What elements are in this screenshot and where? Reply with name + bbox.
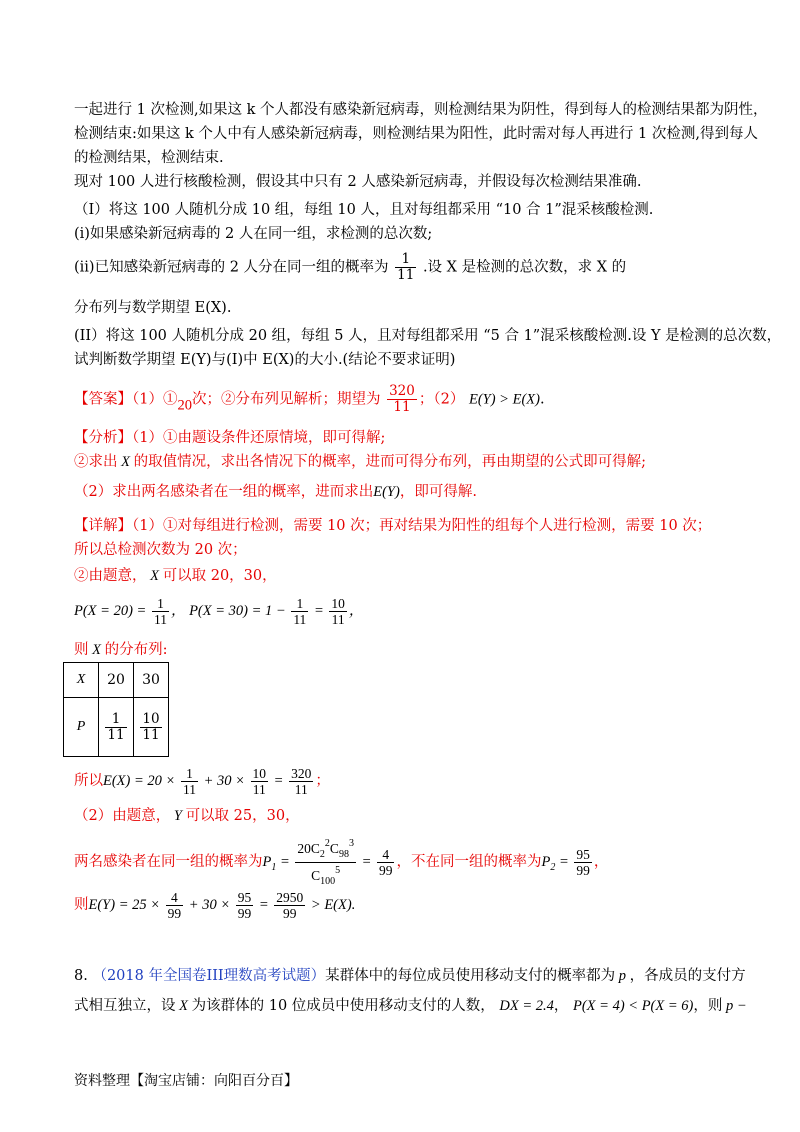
answer-part-1: （1）① [132, 391, 178, 408]
detail-text-3b: 可以取 20，30， [162, 568, 277, 584]
intro-line-4: 现对 100 人进行核酸检测，假设其中只有 2 人感染新冠病毒，并假设每次检测结果准确. [74, 174, 642, 190]
probability-line: P(X = 20) = $\frac{1}{11}$ ， P(X = 30) = 1 − $\frac{1}{11}$ = $\frac{10}{11}$ ， [74, 596, 364, 627]
question-8-line-1: 8. （2018 年全国卷III理数高考试题）某群体中的每位成员使用移动支付的概率都为 p ，各成员的支付方 [74, 968, 746, 984]
question-source: （2018 年全国卷III理数高考试题） [92, 968, 326, 984]
intro-line-7 [74, 252, 626, 283]
fraction-numerator: 1 [401, 251, 411, 267]
question-text-2a: 式相互独立，设 [74, 998, 176, 1014]
fraction-1-11 [395, 252, 416, 283]
fraction-10-11: $\frac{10}{11}$ [331, 596, 345, 627]
detail-label: 【详解】 [74, 518, 132, 534]
fraction-denominator: 11 [387, 399, 417, 415]
detail-line-5: 则 X 的分布列: [74, 642, 168, 658]
detail-text-5b: 的分布列: [104, 642, 168, 658]
intro-line-7b: .设 X 是检测的总次数，求 X 的 [422, 259, 627, 276]
detail-line-3: ②由题意， X 可以取 20，30， [74, 568, 277, 584]
detail-text-8a: 两名感染者在同一组的概率为 [74, 853, 263, 870]
intro-line-8: 分布列与数学期望 E(X). [74, 300, 232, 316]
intro-line-3: 的检测结果，检测结束. [74, 150, 224, 166]
analysis-line-3: （2）求出两名感染者在一组的概率，进而求出E(Y)，即可得解. [74, 484, 477, 500]
detail-text-5a: 则 [74, 642, 89, 658]
detail-text-8b: ，不在同一组的概率为 [396, 853, 542, 870]
detail-text-7a: （2）由题意， [74, 808, 171, 824]
table-cell: $\frac{10}{11}$ [134, 698, 169, 757]
table-cell: X [64, 663, 99, 698]
question-text-2b: 为该群体的 10 位成员中使用移动支付的人数， [191, 998, 495, 1014]
table-row [64, 663, 169, 698]
table-cell: P [64, 698, 99, 757]
answer-value-20: 20 [177, 397, 192, 414]
detail-text-1: （1）①对每组进行检测，需要 10 次；再对结果为阳性的组每个人进行检测，需要 10 次； [132, 518, 712, 534]
detail-text-9a: 则 [74, 896, 89, 913]
analysis-line-1 [74, 428, 385, 448]
question-text-1: 某群体中的每位成员使用移动支付的概率都为 [325, 968, 616, 984]
expectation-line: 所以E(X) = 20 × $\frac{1}{11}$ + 30 × $\frac{10}{11}$ = $\frac{320}{11}$ ； [74, 766, 330, 797]
analysis-text-1: （1）①由题设条件还原情境，即可得解; [132, 430, 386, 446]
distribution-table [63, 662, 169, 757]
analysis-line-2: ②求出 X 的取值情况，求出各情况下的概率，进而可得分布列，再由期望的公式即可得解; [74, 454, 646, 470]
intro-line-10: 试判断数学期望 E(Y)与(I)中 E(X)的大小.(结论不要求证明) [74, 352, 456, 368]
table-cell: 20 [99, 663, 134, 698]
detail-line-7: （2）由题意， Y 可以取 25，30， [74, 808, 300, 824]
answer-expectation-fraction [387, 384, 417, 415]
table-cell: $\frac{1}{11}$ [99, 698, 134, 757]
analysis-label: 【分析】 [74, 430, 132, 446]
detail-line-1 [74, 516, 711, 536]
detail-text-3a: ②由题意， [74, 568, 147, 584]
fraction-denominator: 11 [397, 267, 415, 283]
intro-line-5: （I）将这 100 人随机分成 10 组，每组 10 人，且对每组都采用 “10 合 1”混采核酸检测. [74, 202, 654, 218]
probability-inequality: P(X = 4) < P(X = 6) [573, 998, 694, 1014]
analysis-text-3b: ，即可得解. [399, 484, 477, 500]
detail-line-2: 所以总检测次数为 20 次； [74, 542, 247, 558]
dx-value: DX = 2.4 [499, 998, 554, 1014]
intro-line-6: (i)如果感染新冠病毒的 2 人在同一组，求检测的总次数; [74, 226, 433, 242]
fraction-1-11: $\frac{1}{11}$ [293, 596, 307, 627]
question-text-1b: ，各成员的支付方 [629, 968, 746, 984]
question-text-2c: ，则 [693, 998, 723, 1014]
fraction-1-11: $\frac{1}{11}$ [153, 596, 167, 627]
answer-comparison: E(Y) > E(X) [468, 391, 540, 408]
detail-text-7b: 可以取 25，30， [185, 808, 300, 824]
table-row [64, 698, 169, 757]
answer-part-3: ；（2） [418, 391, 465, 408]
intro-line-1: 一起进行 1 次检测,如果这 k 个人都没有感染新冠病毒，则检测结果为阴性，得到每人的检测结果都为阴性， [74, 102, 768, 118]
answer-part-2: 次；②分布列见解析；期望为 [191, 391, 381, 408]
question-8-line-2: 式相互独立，设 X 为该群体的 10 位成员中使用移动支付的人数， DX = 2.4， P(X = 4) < P(X = 6)，则 p − [74, 998, 747, 1014]
detail-line-9: 则E(Y) = 25 × $\frac{4}{99}$ + 30 × $\frac{95}{99}$ = $\frac{2950}{99}$ > E(X). [74, 890, 356, 921]
analysis-text-2a: ②求出 [74, 454, 118, 470]
footer-source: 资料整理【淘宝店铺：向阳百分百】 [74, 1073, 298, 1089]
analysis-text-3a: （2）求出两名感染者在一组的概率，进而求出 [74, 484, 374, 500]
analysis-text-2b: 的取值情况，求出各情况下的概率，进而可得分布列，再由期望的公式即可得解; [133, 454, 646, 470]
answer-label: 【答案】 [74, 391, 132, 408]
expect-prefix: 所以 [74, 772, 103, 789]
intro-line-7a: (ii)已知感染新冠病毒的 2 人分在同一组的概率为 [74, 259, 389, 276]
answer-line: 【答案】（1）①20次；②分布列见解析；期望为 $\frac{320}{11}$ ；（2） E(Y) > E(X). [74, 383, 545, 415]
intro-line-2: 检测结束:如果这 k 个人中有人感染新冠病毒，则检测结果为阳性，此时需对每人再进行 1 次检测,得到每人 [74, 126, 758, 142]
table-cell: 30 [134, 663, 169, 698]
question-number: 8. [74, 968, 88, 984]
fraction-numerator: 320 [389, 383, 415, 399]
intro-line-9: (II）将这 100 人随机分成 20 组，每组 5 人，且对每组都采用 “5 合 1”混采核酸检测.设 Y 是检测的总次数， [74, 328, 782, 344]
detail-line-8: 两名感染者在同一组的概率为$P_1$ = $\frac{20C_2^2C_{98}^3}{C_{100}^5}$ = $\frac{4}{99}$ ，不在同一组的概率为$P_2$ = $\frac{95}{99}$ ， [74, 838, 609, 887]
